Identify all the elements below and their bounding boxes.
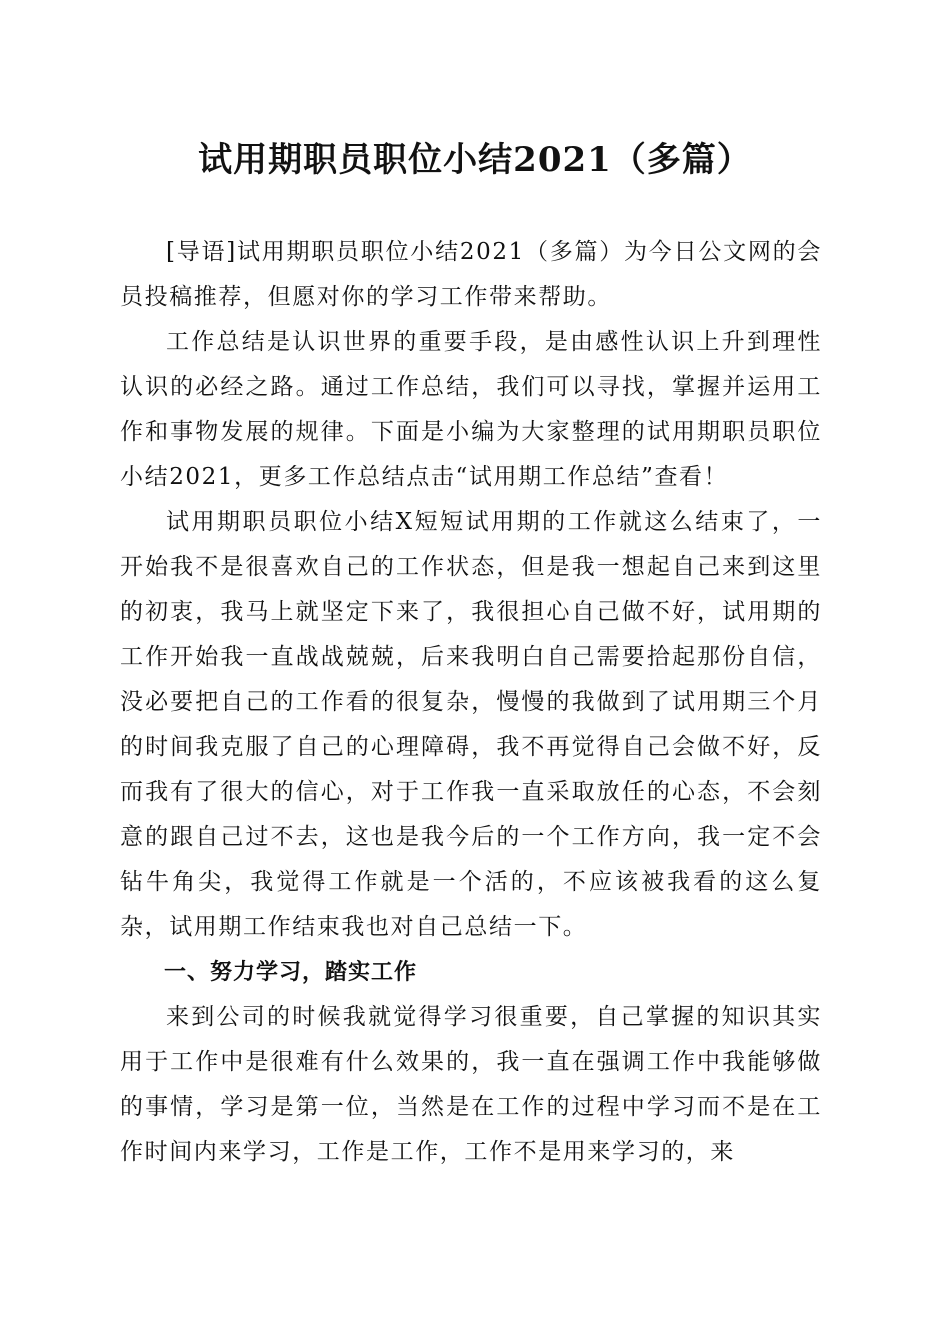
summary-paragraph: 工作总结是认识世界的重要手段，是由感性认识上升到理性认识的必经之路。通过工作总结，我们可以寻找，掌握并运用工作和事物发展的规律。下面是小编为大家整理的试用期职员职位小结2021，更多工作总结点击“试用期工作总结”查看！ bbox=[120, 329, 822, 490]
document-title: 试用期职员职位小结2021（多篇） bbox=[198, 140, 752, 180]
section-heading: 一、努力学习，踏实工作 bbox=[164, 960, 418, 985]
document-body bbox=[120, 230, 822, 1175]
section-paragraph: 来到公司的时候我就觉得学习很重要，自己掌握的知识其实用于工作中是很难有什么效果的，我一直在强调工作中我能够做的事情，学习是第一位，当然是在工作的过程中学习而不是在工作时间内来学习，工作是工作，工作不是用来学习的，来 bbox=[120, 1004, 822, 1165]
intro-paragraph: [导语]试用期职员职位小结2021（多篇）为今日公文网的会员投稿推荐，但愿对你的学习工作带来帮助。 bbox=[120, 239, 822, 310]
main-paragraph: 试用期职员职位小结X短短试用期的工作就这么结束了，一开始我不是很喜欢自己的工作状态，但是我一想起自己来到这里的初衷，我马上就坚定下来了，我很担心自己做不好，试用期的工作开始我一直战战兢兢，后来我明白自己需要拾起那份自信，没必要把自己的工作看的很复杂，慢慢的我做到了试用期三个月的时间我克服了自己的心理障碍，我不再觉得自己会做不好，反而我有了很大的信心，对于工作我一直采取放任的心态，不会刻意的跟自己过不去，这也是我今后的一个工作方向，我一定不会钻牛角尖，我觉得工作就是一个活的，不应该被我看的这么复杂，试用期工作结束我也对自己总结一下。 bbox=[120, 509, 822, 940]
